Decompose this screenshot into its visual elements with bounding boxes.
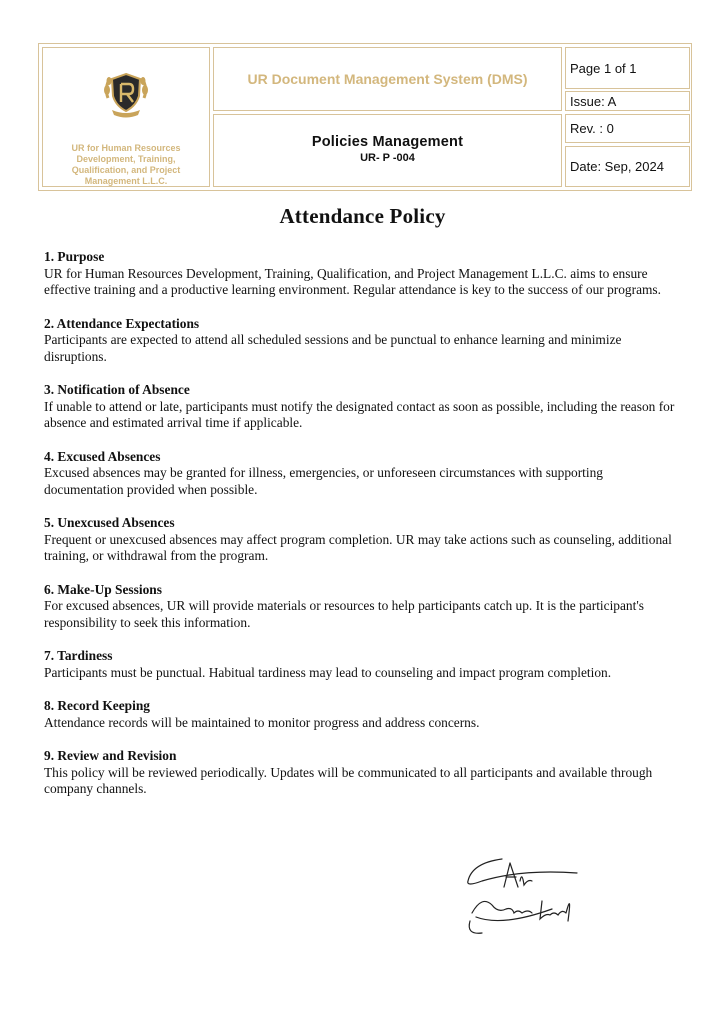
section-excused-absences [44, 449, 684, 499]
page-number: Page 1 of 1 [565, 47, 690, 89]
section-heading: 2. Attendance Expectations [44, 315, 200, 331]
policy-body [44, 249, 684, 815]
handwritten-signature [462, 851, 587, 941]
section-heading: 1. Purpose [44, 249, 105, 264]
section-attendance-expectations [44, 316, 684, 366]
section-text: For excused absences, UR will provide materials or resources to help participants catch up. It is the participant's responsibility to seek this information. [44, 598, 644, 630]
section-heading: 6. Make-Up Sessions [44, 581, 162, 597]
section-heading: 5. Unexcused Absences [44, 515, 175, 530]
section-heading: 9. Review and Revision [44, 748, 177, 763]
document-header [38, 43, 692, 191]
section-heading: 8. Record Keeping [44, 698, 150, 713]
section-heading: 7. Tardiness [44, 648, 113, 663]
section-text: If unable to attend or late, participants must notify the designated contact as soon as possible, including the reason for absence and estimated arrival time if applicable. [44, 398, 675, 430]
section-notification-of-absence [44, 382, 684, 432]
date-field: Date: Sep, 2024 [565, 146, 690, 187]
company-logo [98, 68, 154, 120]
section-purpose [44, 249, 684, 299]
section-text: Participants must be punctual. Habitual tardiness may lead to counseling and impact program completion. [44, 664, 612, 680]
section-text: This policy will be reviewed periodically. Updates will be communicated to all participants and available through company channels. [44, 764, 653, 796]
section-heading: 3. Notification of Absence [44, 382, 190, 397]
policy-title: Policies Management [311, 134, 464, 150]
issue-field: Issue: A [565, 91, 690, 111]
section-heading: 4. Excused Absences [44, 448, 161, 464]
policy-code: UR- P -004 [360, 152, 415, 164]
section-unexcused-absences [44, 515, 684, 565]
section-text: Excused absences may be granted for illness, emergencies, or unforeseen circumstances with supporting documentation provided when possible. [44, 465, 603, 497]
section-text: Attendance records will be maintained to monitor progress and address concerns. [44, 714, 480, 730]
dms-title-cell [213, 47, 562, 111]
section-make-up-sessions [44, 582, 684, 632]
section-tardiness [44, 648, 684, 681]
section-text: Participants are expected to attend all scheduled sessions and be punctual to enhance learning and minimize disruptions. [44, 332, 622, 364]
logo-cell [42, 47, 210, 187]
revision-field: Rev. : 0 [565, 114, 690, 143]
section-review-and-revision [44, 748, 684, 798]
section-text: Frequent or unexcused absences may affect program completion. UR may take actions such as counseling, additional training, or withdrawal from the program. [44, 531, 672, 563]
section-text: UR for Human Resources Development, Training, Qualification, and Project Management L.L.C. aims to ensure effective training and a productive learning environment. Regular attendance is key to the success of our programs. [44, 265, 661, 297]
section-record-keeping [44, 698, 684, 731]
dms-title: UR Document Management System (DMS) [247, 71, 528, 87]
company-name: UR for Human Resources Development, Training, Qualification, and Project Management L.L.C. [71, 143, 181, 186]
document-title: Attendance Policy [279, 204, 446, 228]
policy-cell [213, 114, 562, 187]
